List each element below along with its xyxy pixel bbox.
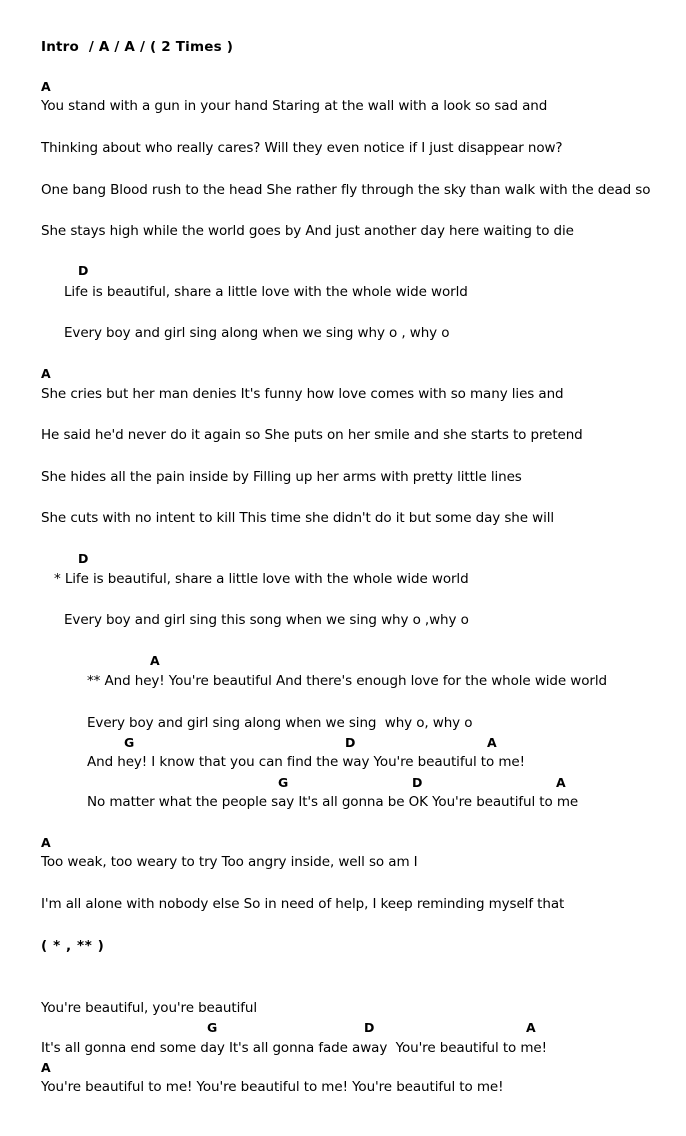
lyric-line: Life is beautiful, share a little love with the whole wide world	[64, 284, 468, 300]
lyric-line: No matter what the people say It's all gonna be OK You're beautiful to me	[87, 794, 579, 810]
chord-label-g-bridge-2: G	[278, 775, 289, 790]
lyric-line: She stays high while the world goes by And just another day here waiting to die	[41, 223, 574, 239]
lyric-line: Every boy and girl sing this song when we sing why o ,why o	[64, 612, 469, 628]
chord-label-d-chorus1: D	[78, 263, 89, 278]
lyric-line: She cries but her man denies It's funny how love comes with so many lies and	[41, 386, 564, 402]
chord-label-g-outro: G	[207, 1020, 218, 1035]
lyric-line: She hides all the pain inside by Filling up her arms with pretty little lines	[41, 469, 522, 485]
chord-label-d-bridge-2: D	[412, 775, 423, 790]
lyric-line: You're beautiful to me! You're beautiful to me! You're beautiful to me!	[41, 1079, 504, 1095]
chord-label-d-chorus2: D	[78, 551, 89, 566]
lyric-line-double-starred: ** And hey! You're beautiful And there's enough love for the whole wide world	[87, 673, 607, 689]
lyric-line: I'm all alone with nobody else So in need of help, I keep reminding myself that	[41, 896, 565, 912]
lyric-line: You stand with a gun in your hand Staring at the wall with a look so sad and	[41, 98, 548, 114]
lyric-line-starred: * Life is beautiful, share a little love with the whole wide world	[54, 571, 469, 587]
chord-label-a-bridge: A	[150, 653, 160, 668]
chord-label-a-verse1: A	[41, 79, 51, 94]
chord-label-a-verse3: A	[41, 835, 51, 850]
chord-label-a-outro: A	[526, 1020, 536, 1035]
lyric-line: Every boy and girl sing along when we sing why o , why o	[64, 325, 450, 341]
lyric-line: One bang Blood rush to the head She rather fly through the sky than walk with the dead so	[41, 182, 651, 198]
chord-label-a-verse2: A	[41, 366, 51, 381]
chord-label-a-bridge-3: A	[556, 775, 566, 790]
lyric-line: Every boy and girl sing along when we sing why o, why o	[87, 715, 473, 731]
chord-label-d-bridge: D	[345, 735, 356, 750]
lyric-line: He said he'd never do it again so She puts on her smile and she starts to pretend	[41, 427, 583, 443]
chord-label-a-outro-final: A	[41, 1060, 51, 1075]
lyric-line: You're beautiful, you're beautiful	[41, 1000, 257, 1016]
lyric-line: She cuts with no intent to kill This time she didn't do it but some day she will	[41, 510, 555, 526]
repeat-marker: ( * , ** )	[41, 938, 105, 954]
chord-label-a-bridge-2: A	[487, 735, 497, 750]
lyric-line: It's all gonna end some day It's all gonna fade away You're beautiful to me!	[41, 1040, 547, 1056]
chord-label-d-outro: D	[364, 1020, 375, 1035]
lyric-line: Thinking about who really cares? Will they even notice if I just disappear now?	[41, 140, 563, 156]
intro-heading: Intro / A / A / ( 2 Times )	[41, 39, 234, 55]
chord-label-g-bridge: G	[124, 735, 135, 750]
lyric-line: Too weak, too weary to try Too angry inside, well so am I	[41, 854, 418, 870]
lyric-line: And hey! I know that you can find the way You're beautiful to me!	[87, 754, 525, 770]
